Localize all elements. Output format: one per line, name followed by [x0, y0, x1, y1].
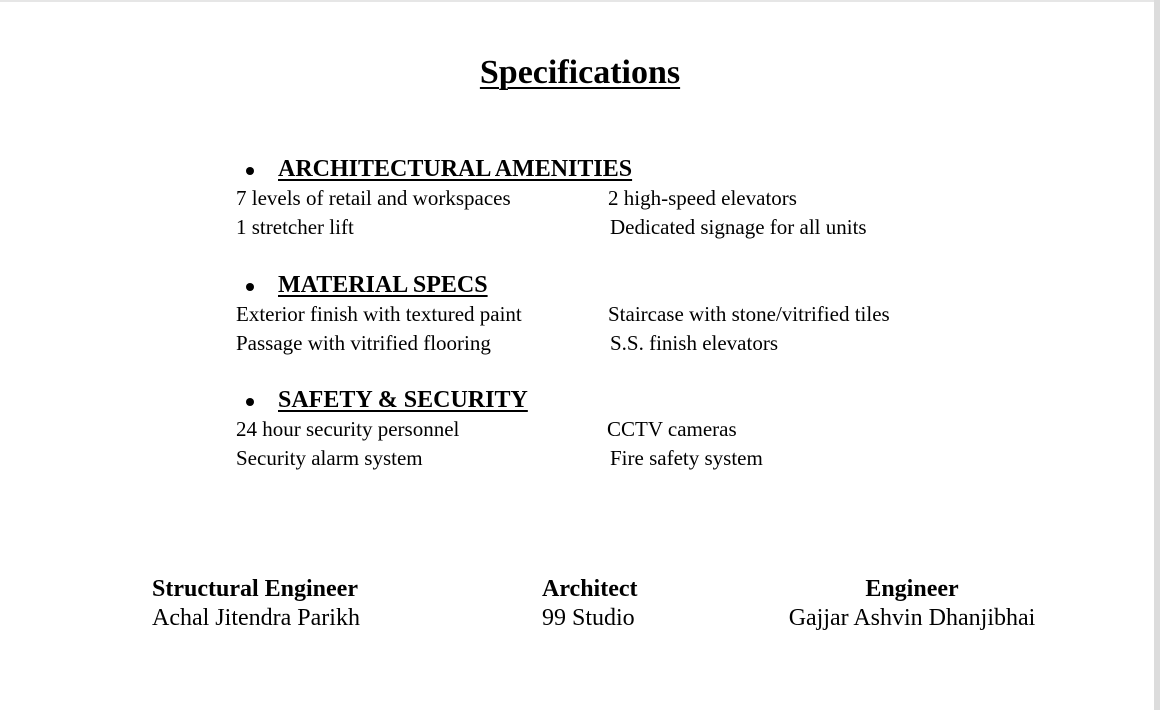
- section-heading-text: SAFETY & SECURITY: [278, 387, 528, 413]
- section-material-specs: [236, 272, 996, 360]
- credit-role: Structural Engineer: [152, 576, 358, 602]
- spec-item: 2 high-speed elevators: [608, 186, 797, 210]
- section-heading: [236, 156, 996, 186]
- credit-role: Architect: [542, 576, 638, 602]
- spec-row: [236, 186, 996, 215]
- spec-row: [236, 446, 996, 475]
- credit-role: Engineer: [865, 576, 959, 602]
- credit-engineer: [776, 576, 1048, 632]
- section-heading-text: MATERIAL SPECS: [278, 272, 488, 298]
- section-safety-security: [236, 387, 996, 475]
- credit-name: Gajjar Ashvin Dhanjibhai: [788, 605, 1036, 631]
- spec-item: Staircase with stone/vitrified tiles: [608, 302, 890, 326]
- section-heading: [236, 272, 996, 302]
- spec-item: S.S. finish elevators: [610, 331, 778, 355]
- page-right-border: [1154, 0, 1160, 710]
- credit-name: Achal Jitendra Parikh: [152, 605, 360, 631]
- bullet-icon: [246, 398, 254, 406]
- credit-name: 99 Studio: [542, 605, 635, 631]
- credit-architect: [542, 576, 638, 632]
- spec-item: 1 stretcher lift: [236, 215, 354, 239]
- section-heading: [236, 387, 996, 417]
- section-architectural-amenities: [236, 156, 996, 244]
- spec-item: Passage with vitrified flooring: [236, 331, 491, 355]
- bullet-icon: [246, 167, 254, 175]
- page-top-border: [0, 0, 1160, 2]
- page-title: [0, 54, 1160, 92]
- spec-item: Exterior finish with textured paint: [236, 302, 522, 326]
- page-title-text: Specifications: [479, 54, 681, 91]
- spec-item: CCTV cameras: [607, 417, 737, 441]
- spec-item: 24 hour security personnel: [236, 417, 460, 441]
- bullet-icon: [246, 283, 254, 291]
- credit-structural-engineer: [152, 576, 360, 632]
- spec-item: Security alarm system: [236, 446, 423, 470]
- spec-row: [236, 302, 996, 331]
- spec-row: [236, 417, 996, 446]
- spec-item: 7 levels of retail and workspaces: [236, 186, 511, 210]
- spec-item: Dedicated signage for all units: [610, 215, 867, 239]
- spec-item: Fire safety system: [610, 446, 763, 470]
- section-heading-text: ARCHITECTURAL AMENITIES: [278, 156, 633, 182]
- spec-row: [236, 215, 996, 244]
- spec-row: [236, 331, 996, 360]
